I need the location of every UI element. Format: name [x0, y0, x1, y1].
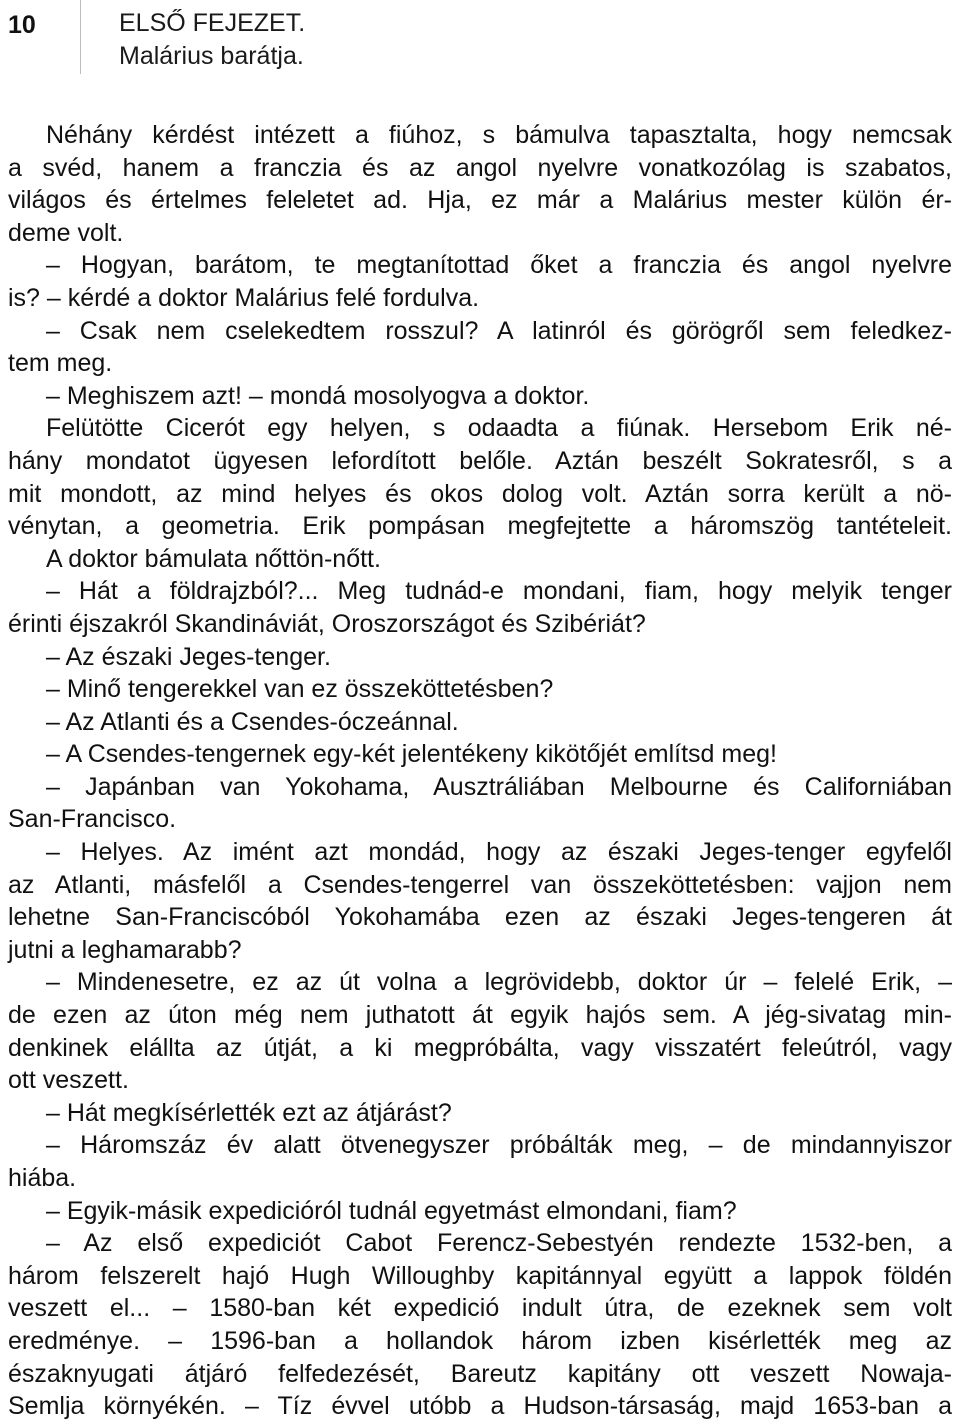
- text-line: – Japánban van Yokohama, Ausztráliában Melbourne és Californiában: [46, 772, 952, 801]
- text-line: jutni a leghamarabb?: [8, 935, 242, 964]
- text-line: Semlja környékén. – Tíz évvel utóbb a Hudson-társaság, majd 1653-ban a: [8, 1392, 952, 1421]
- text-line: is? – kérdé a doktor Malárius felé fordulva.: [8, 283, 480, 312]
- text-line: Néhány kérdést intézett a fiúhoz, s bámulva tapasztalta, hogy nemcsak: [46, 121, 952, 149]
- page-number: 10: [8, 11, 36, 39]
- text-line: A doktor bámulata nőttön-nőtt.: [46, 544, 381, 573]
- text-line: de ezen az úton még nem juthatott át egyik hajós sem. A jég-sivatag min-: [8, 1001, 952, 1030]
- text-line: lehetne San-Franciscóból Yokohamába ezen az északi Jeges-tengeren át: [8, 903, 952, 932]
- text-line: tem meg.: [8, 349, 113, 378]
- text-line: ott veszett.: [8, 1066, 129, 1095]
- text-line: érinti éjszakról Skandináviát, Oroszországot és Szibériát?: [8, 609, 646, 638]
- text-line: San-Francisco.: [8, 805, 177, 834]
- text-line: – Az Atlanti és a Csendes-óczeánnal.: [46, 707, 459, 736]
- text-line: mit mondott, az mind helyes és okos dolog volt. Aztán sorra került a nö-: [8, 479, 952, 508]
- text-line: – Csak nem cselekedtem rosszul? A latinról és görögről sem feledkez-: [46, 316, 952, 345]
- text-line: – Hát megkísérlették ezt az átjárást?: [46, 1098, 452, 1127]
- text-line: Felütötte Cicerót egy helyen, s odaadta a fiúnak. Hersebom Erik né-: [46, 414, 952, 443]
- text-line: északnyugati átjáró felfedezését, Bareutz kapitány ott veszett Nowaja-: [8, 1359, 952, 1388]
- text-line: denkinek elállta az útját, a ki megpróbálta, vagy visszatért feleútról, vagy: [8, 1033, 952, 1062]
- text-line: hány mondatot ügyesen lefordított belőle. Aztán beszélt Sokratesről, s a: [8, 446, 952, 475]
- text-line: deme volt.: [8, 218, 124, 247]
- text-line: hiába.: [8, 1164, 77, 1192]
- header-divider: [80, 0, 81, 74]
- text-line: – Minő tengerekkel van ez összeköttetésben?: [46, 675, 554, 704]
- text-line: vénytan, a geometria. Erik pompásan megfejtette a háromszög tantételeit.: [8, 512, 952, 541]
- text-line: a svéd, hanem a franczia és az angol nyelvre vonatkozólag is szabatos,: [8, 153, 952, 182]
- text-line: – Hát a földrajzból?... Meg tudnád-e mondani, fiam, hogy melyik tenger: [46, 577, 952, 606]
- text-line: – Az északi Jeges-tenger.: [46, 642, 331, 671]
- text-line: – Helyes. Az imént azt mondád, hogy az északi Jeges-tenger egyfelől: [46, 838, 952, 867]
- chapter-title: ELSŐ FEJEZET.: [119, 9, 306, 37]
- text-line: – Mindenesetre, ez az út volna a legrövidebb, doktor úr – felelé Erik, –: [46, 968, 952, 997]
- text-line: az Atlanti, másfelől a Csendes-tengerrel van összeköttetésben: vajjon nem: [8, 870, 952, 899]
- text-body: [8, 119, 952, 1423]
- text-line: három felszerelt hajó Hugh Willoughby kapitánnyal együtt a lappok földén: [8, 1261, 952, 1290]
- text-line: eredménye. – 1596-ban a hollandok három izben kisérlették meg az: [8, 1326, 952, 1355]
- page-header: [0, 0, 960, 80]
- text-line: világos és értelmes feleletet ad. Hja, ez már a Malárius mester külön ér-: [8, 186, 952, 215]
- text-line: – Egyik-másik expedicióról tudnál egyetmást elmondani, fiam?: [46, 1196, 737, 1225]
- text-line: – Hogyan, barátom, te megtanítottad őket a franczia és angol nyelvre: [46, 251, 952, 280]
- text-line: – Az első expediciót Cabot Ferencz-Sebestyén rendezte 1532-ben, a: [46, 1229, 952, 1258]
- chapter-subtitle: Malárius barátja.: [119, 42, 304, 70]
- text-line: – Meghiszem azt! – mondá mosolyogva a doktor.: [46, 381, 590, 410]
- text-line: veszett el... – 1580-ban két expedició indult útra, de ezeknek sem volt: [8, 1294, 952, 1323]
- text-line: – Háromszáz év alatt ötvenegyszer próbálták meg, – de mindannyiszor: [46, 1131, 952, 1160]
- text-line: – A Csendes-tengernek egy-két jelentékeny kikötőjét említsd meg!: [46, 740, 777, 769]
